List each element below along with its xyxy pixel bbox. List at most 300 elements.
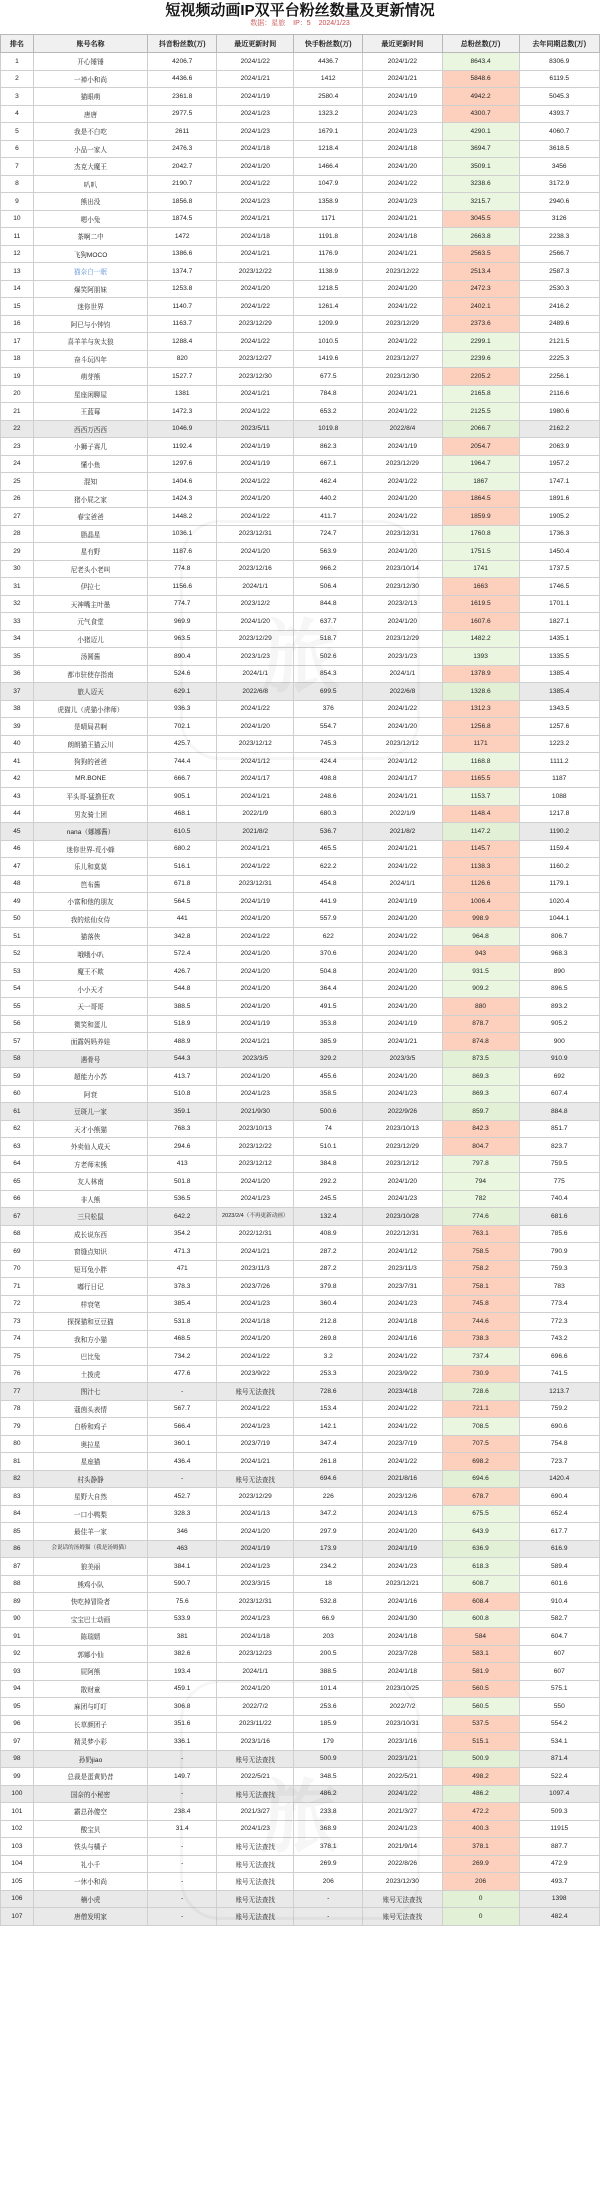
cell-douyin-fans: 533.9 xyxy=(148,1610,217,1628)
cell-kuaishou-fans: 622 xyxy=(294,928,363,946)
cell-rank: 4 xyxy=(1,105,34,123)
cell-rank: 81 xyxy=(1,1453,34,1471)
cell-douyin-fans: 328.3 xyxy=(148,1505,217,1523)
cell-account-name: 是晴局君啊 xyxy=(33,718,147,736)
cell-kuaishou-update: 2023/4/18 xyxy=(363,1383,442,1401)
cell-kuaishou-update: 2024/1/22 xyxy=(363,1418,442,1436)
cell-rank: 92 xyxy=(1,1645,34,1663)
cell-douyin-update: 2024/1/20 xyxy=(217,980,294,998)
cell-total-fans: 1168.8 xyxy=(442,753,519,771)
cell-douyin-fans: 1527.7 xyxy=(148,368,217,386)
cell-total-fans: 1741 xyxy=(442,560,519,578)
cell-douyin-fans: 969.9 xyxy=(148,613,217,631)
cell-douyin-fans: 294.6 xyxy=(148,1138,217,1156)
cell-douyin-update: 2024/1/21 xyxy=(217,385,294,403)
cell-kuaishou-fans: 694.6 xyxy=(294,1470,363,1488)
cell-last-year-total: 582.7 xyxy=(519,1610,599,1628)
cell-douyin-fans: 531.8 xyxy=(148,1313,217,1331)
cell-total-fans: 707.5 xyxy=(442,1435,519,1453)
cell-last-year-total: 8306.9 xyxy=(519,53,599,71)
table-row xyxy=(1,123,600,141)
cell-kuaishou-fans: 142.1 xyxy=(294,1418,363,1436)
cell-kuaishou-fans: 185.9 xyxy=(294,1715,363,1733)
cell-total-fans: 3694.7 xyxy=(442,140,519,158)
cell-account-name: 魔王不欺 xyxy=(33,963,147,981)
cell-douyin-update: 2024/1/22 xyxy=(217,508,294,526)
cell-total-fans: 1006.4 xyxy=(442,893,519,911)
cell-account-name: 唐僧发明家 xyxy=(33,1908,147,1926)
cell-rank: 95 xyxy=(1,1698,34,1716)
cell-total-fans: 5848.6 xyxy=(442,70,519,88)
cell-total-fans: 2472.3 xyxy=(442,280,519,298)
cell-douyin-fans: - xyxy=(148,1383,217,1401)
cell-account-name: 都市驻使存指南 xyxy=(33,665,147,683)
cell-kuaishou-update: 2024/1/21 xyxy=(363,70,442,88)
cell-last-year-total: 607 xyxy=(519,1663,599,1681)
cell-last-year-total: 652.4 xyxy=(519,1505,599,1523)
cell-total-fans: 643.9 xyxy=(442,1523,519,1541)
cell-douyin-update: 2022/1/9 xyxy=(217,805,294,823)
cell-douyin-update: 2024/1/12 xyxy=(217,753,294,771)
cell-kuaishou-update: 2024/1/1 xyxy=(363,665,442,683)
cell-kuaishou-fans: 212.8 xyxy=(294,1313,363,1331)
cell-last-year-total: 1088 xyxy=(519,788,599,806)
cell-douyin-fans: 471 xyxy=(148,1260,217,1278)
cell-account-name: 狼美丽 xyxy=(33,1558,147,1576)
cell-douyin-fans: 385.4 xyxy=(148,1295,217,1313)
table-row xyxy=(1,735,600,753)
cell-kuaishou-fans: 653.2 xyxy=(294,403,363,421)
cell-last-year-total: 871.4 xyxy=(519,1750,599,1768)
cell-account-name: 屁阿熊 xyxy=(33,1663,147,1681)
cell-rank: 56 xyxy=(1,1015,34,1033)
table-row xyxy=(1,333,600,351)
cell-account-name: 喜羊羊与灰太狼 xyxy=(33,333,147,351)
cell-last-year-total: 681.6 xyxy=(519,1208,599,1226)
cell-rank: 48 xyxy=(1,875,34,893)
cell-kuaishou-update: 2021/8/16 xyxy=(363,1470,442,1488)
cell-kuaishou-update: 2023/12/6 xyxy=(363,1488,442,1506)
cell-douyin-fans: 351.6 xyxy=(148,1715,217,1733)
cell-total-fans: 873.5 xyxy=(442,1050,519,1068)
cell-last-year-total: 1044.1 xyxy=(519,910,599,928)
cell-account-name: 哦哦小叭 xyxy=(33,945,147,963)
cell-douyin-update: 2023/3/5 xyxy=(217,1050,294,1068)
cell-kuaishou-update: 2024/1/18 xyxy=(363,228,442,246)
cell-total-fans: 3045.5 xyxy=(442,210,519,228)
cell-douyin-update: 2024/1/20 xyxy=(217,490,294,508)
cell-kuaishou-fans: 502.6 xyxy=(294,648,363,666)
cell-account-name: 郭娜小仙 xyxy=(33,1645,147,1663)
cell-account-name: 狗狗的爸爸 xyxy=(33,753,147,771)
cell-last-year-total: 1159.4 xyxy=(519,840,599,858)
cell-rank: 42 xyxy=(1,770,34,788)
cell-douyin-update: 2023/12/23 xyxy=(217,1645,294,1663)
table-row xyxy=(1,770,600,788)
cell-total-fans: 269.9 xyxy=(442,1855,519,1873)
cell-kuaishou-update: 2024/1/20 xyxy=(363,945,442,963)
cell-kuaishou-fans: 179 xyxy=(294,1733,363,1751)
cell-total-fans: 1138.3 xyxy=(442,858,519,876)
cell-kuaishou-fans: 200.5 xyxy=(294,1645,363,1663)
cell-total-fans: 2663.8 xyxy=(442,228,519,246)
cell-kuaishou-update: 2024/1/20 xyxy=(363,998,442,1016)
cell-rank: 10 xyxy=(1,210,34,228)
cell-douyin-fans: 468.1 xyxy=(148,805,217,823)
cell-total-fans: 859.7 xyxy=(442,1103,519,1121)
cell-kuaishou-fans: 784.8 xyxy=(294,385,363,403)
cell-douyin-update: 账号无法查找 xyxy=(217,1838,294,1856)
cell-kuaishou-update: 2024/1/20 xyxy=(363,718,442,736)
cell-douyin-update: 2023/2/4（不再更新动画） xyxy=(217,1208,294,1226)
cell-last-year-total: 1335.5 xyxy=(519,648,599,666)
cell-total-fans: 1145.7 xyxy=(442,840,519,858)
cell-rank: 104 xyxy=(1,1855,34,1873)
cell-total-fans: 3509.1 xyxy=(442,158,519,176)
cell-total-fans: 2165.8 xyxy=(442,385,519,403)
cell-kuaishou-fans: 699.5 xyxy=(294,683,363,701)
cell-account-name: 我是不白吃 xyxy=(33,123,147,141)
table-row xyxy=(1,1330,600,1348)
cell-total-fans: 4942.2 xyxy=(442,88,519,106)
table-row xyxy=(1,438,600,456)
cell-last-year-total: 1737.5 xyxy=(519,560,599,578)
cell-kuaishou-fans: 379.8 xyxy=(294,1278,363,1296)
cell-account-name: 礼小千 xyxy=(33,1855,147,1873)
cell-rank: 13 xyxy=(1,263,34,281)
cell-kuaishou-update: 2023/9/22 xyxy=(363,1365,442,1383)
cell-rank: 77 xyxy=(1,1383,34,1401)
cell-total-fans: 1328.6 xyxy=(442,683,519,701)
col-total-fans-header: 总粉丝数(万) xyxy=(442,35,519,53)
cell-douyin-update: 2023/12/31 xyxy=(217,875,294,893)
cell-douyin-update: 2024/1/20 xyxy=(217,998,294,1016)
cell-douyin-update: 2024/1/21 xyxy=(217,70,294,88)
col-account-header: 账号名称 xyxy=(33,35,147,53)
cell-douyin-update: 2023/12/29 xyxy=(217,1488,294,1506)
cell-kuaishou-update: 2024/1/19 xyxy=(363,893,442,911)
cell-account-name: 飞狗MOCO xyxy=(33,245,147,263)
cell-last-year-total: 4393.7 xyxy=(519,105,599,123)
cell-rank: 94 xyxy=(1,1680,34,1698)
cell-total-fans: 869.3 xyxy=(442,1085,519,1103)
cell-kuaishou-fans: 1191.8 xyxy=(294,228,363,246)
cell-last-year-total: 589.4 xyxy=(519,1558,599,1576)
cell-account-name: 样衰笔 xyxy=(33,1295,147,1313)
cell-douyin-update: 2022/7/2 xyxy=(217,1698,294,1716)
table-row xyxy=(1,1575,600,1593)
cell-last-year-total: 1223.2 xyxy=(519,735,599,753)
cell-kuaishou-update: 2024/1/23 xyxy=(363,123,442,141)
cell-account-name: 天一哥哥 xyxy=(33,998,147,1016)
cell-total-fans: 4290.1 xyxy=(442,123,519,141)
cell-rank: 100 xyxy=(1,1785,34,1803)
cell-douyin-update: 2023/12/31 xyxy=(217,525,294,543)
cell-rank: 66 xyxy=(1,1190,34,1208)
cell-rank: 107 xyxy=(1,1908,34,1926)
col-douyin-fans-header: 抖音粉丝数(万) xyxy=(148,35,217,53)
cell-account-name: 豆斑儿一家 xyxy=(33,1103,147,1121)
table-row xyxy=(1,1103,600,1121)
cell-last-year-total: 1385.4 xyxy=(519,665,599,683)
cell-rank: 83 xyxy=(1,1488,34,1506)
cell-kuaishou-update: 2024/1/20 xyxy=(363,490,442,508)
cell-douyin-update: 2021/3/27 xyxy=(217,1803,294,1821)
cell-last-year-total: 607.4 xyxy=(519,1085,599,1103)
cell-douyin-fans: 905.1 xyxy=(148,788,217,806)
cell-kuaishou-update: 2024/1/20 xyxy=(363,613,442,631)
cell-kuaishou-update: 2024/1/19 xyxy=(363,88,442,106)
cell-total-fans: 1393 xyxy=(442,648,519,666)
cell-douyin-fans: 426.7 xyxy=(148,963,217,981)
cell-kuaishou-fans: 966.2 xyxy=(294,560,363,578)
cell-douyin-fans: 629.1 xyxy=(148,683,217,701)
cell-kuaishou-update: 2024/1/21 xyxy=(363,245,442,263)
cell-total-fans: 581.9 xyxy=(442,1663,519,1681)
cell-account-name: 唐唐 xyxy=(33,105,147,123)
cell-total-fans: 804.7 xyxy=(442,1138,519,1156)
table-row xyxy=(1,1365,600,1383)
cell-douyin-fans: 1424.3 xyxy=(148,490,217,508)
cell-rank: 73 xyxy=(1,1313,34,1331)
cell-total-fans: 537.5 xyxy=(442,1715,519,1733)
cell-total-fans: 560.5 xyxy=(442,1698,519,1716)
cell-douyin-fans: 671.8 xyxy=(148,875,217,893)
cell-douyin-fans: 2190.7 xyxy=(148,175,217,193)
cell-total-fans: 931.5 xyxy=(442,963,519,981)
cell-kuaishou-fans: - xyxy=(294,1908,363,1926)
cell-douyin-update: 2024/1/18 xyxy=(217,228,294,246)
cell-kuaishou-update: 2024/1/18 xyxy=(363,1628,442,1646)
cell-rank: 63 xyxy=(1,1138,34,1156)
cell-douyin-update: 2024/1/20 xyxy=(217,613,294,631)
table-row xyxy=(1,560,600,578)
cell-rank: 67 xyxy=(1,1208,34,1226)
cell-kuaishou-fans: 269.9 xyxy=(294,1855,363,1873)
cell-douyin-fans: 382.6 xyxy=(148,1645,217,1663)
cell-douyin-fans: 413.7 xyxy=(148,1068,217,1086)
cell-rank: 11 xyxy=(1,228,34,246)
cell-douyin-fans: - xyxy=(148,1750,217,1768)
cell-account-name: 迷你世界-荒小蜂 xyxy=(33,840,147,858)
cell-kuaishou-update: 2024/1/20 xyxy=(363,280,442,298)
cell-account-name: 麻团与叮叮 xyxy=(33,1698,147,1716)
cell-douyin-fans: 768.3 xyxy=(148,1120,217,1138)
cell-kuaishou-fans: 506.4 xyxy=(294,578,363,596)
cell-account-name: 奥拉星 xyxy=(33,1435,147,1453)
cell-account-name: 星座闲聊屋 xyxy=(33,385,147,403)
cell-total-fans: 738.3 xyxy=(442,1330,519,1348)
cell-kuaishou-update: 2024/1/20 xyxy=(363,1068,442,1086)
cell-kuaishou-fans: 206 xyxy=(294,1873,363,1891)
cell-rank: 70 xyxy=(1,1260,34,1278)
cell-douyin-update: 2024/1/13 xyxy=(217,1505,294,1523)
cell-douyin-update: 2024/1/22 xyxy=(217,333,294,351)
cell-last-year-total: 617.7 xyxy=(519,1523,599,1541)
cell-kuaishou-fans: 1209.9 xyxy=(294,315,363,333)
cell-total-fans: 998.9 xyxy=(442,910,519,928)
cell-kuaishou-update: 2024/1/23 xyxy=(363,1295,442,1313)
cell-douyin-fans: 359.1 xyxy=(148,1103,217,1121)
cell-kuaishou-update: 2023/10/14 xyxy=(363,560,442,578)
cell-kuaishou-fans: 1218.5 xyxy=(294,280,363,298)
cell-account-name: 杰克大魔王 xyxy=(33,158,147,176)
cell-account-name: 小猪迈儿 xyxy=(33,630,147,648)
cell-total-fans: 378.1 xyxy=(442,1838,519,1856)
cell-total-fans: 486.2 xyxy=(442,1785,519,1803)
col-kuaishou-fans-header: 快手粉丝数(万) xyxy=(294,35,363,53)
cell-last-year-total: 696.6 xyxy=(519,1348,599,1366)
cell-last-year-total: 1343.5 xyxy=(519,700,599,718)
cell-kuaishou-update: 2023/10/28 xyxy=(363,1208,442,1226)
table-row xyxy=(1,543,600,561)
cell-account-name: 虎猫儿（虎猫小律师） xyxy=(33,700,147,718)
cell-douyin-update: 2024/1/19 xyxy=(217,438,294,456)
cell-kuaishou-fans: 1419.6 xyxy=(294,350,363,368)
cell-last-year-total: 2489.6 xyxy=(519,315,599,333)
cell-rank: 76 xyxy=(1,1365,34,1383)
cell-douyin-fans: 381 xyxy=(148,1628,217,1646)
cell-total-fans: 797.8 xyxy=(442,1155,519,1173)
cell-kuaishou-fans: 261.8 xyxy=(294,1453,363,1471)
cell-total-fans: 600.8 xyxy=(442,1610,519,1628)
cell-account-name: 奋斗玩四年 xyxy=(33,350,147,368)
cell-last-year-total: 1179.1 xyxy=(519,875,599,893)
cell-kuaishou-fans: 680.3 xyxy=(294,805,363,823)
cell-kuaishou-fans: 518.7 xyxy=(294,630,363,648)
cell-account-name: 楠小虎 xyxy=(33,1890,147,1908)
cell-rank: 1 xyxy=(1,53,34,71)
cell-kuaishou-fans: 269.8 xyxy=(294,1330,363,1348)
cell-last-year-total: 772.3 xyxy=(519,1313,599,1331)
cell-douyin-fans: - xyxy=(148,1470,217,1488)
title-block xyxy=(0,0,600,34)
cell-rank: 39 xyxy=(1,718,34,736)
table-row xyxy=(1,1628,600,1646)
cell-last-year-total: 890 xyxy=(519,963,599,981)
cell-kuaishou-update: 2024/1/20 xyxy=(363,980,442,998)
table-row xyxy=(1,665,600,683)
cell-kuaishou-update: 2024/1/23 xyxy=(363,1190,442,1208)
cell-rank: 21 xyxy=(1,403,34,421)
cell-total-fans: 1964.7 xyxy=(442,455,519,473)
cell-douyin-update: 账号无法查找 xyxy=(217,1873,294,1891)
table-row xyxy=(1,1120,600,1138)
cell-douyin-fans: 936.3 xyxy=(148,700,217,718)
table-row xyxy=(1,315,600,333)
cell-douyin-update: 2024/1/19 xyxy=(217,893,294,911)
cell-douyin-fans: 610.5 xyxy=(148,823,217,841)
cell-account-name: 小狮子赛几 xyxy=(33,438,147,456)
cell-kuaishou-update: 2023/12/30 xyxy=(363,368,442,386)
cell-douyin-update: 2024/1/23 xyxy=(217,1558,294,1576)
cell-rank: 79 xyxy=(1,1418,34,1436)
cell-douyin-fans: 890.4 xyxy=(148,648,217,666)
cell-last-year-total: 2063.9 xyxy=(519,438,599,456)
cell-account-name: 懂小鱼 xyxy=(33,455,147,473)
cell-rank: 46 xyxy=(1,840,34,858)
cell-kuaishou-update: 2024/1/23 xyxy=(363,105,442,123)
cell-kuaishou-update: 2024/1/22 xyxy=(363,508,442,526)
cell-kuaishou-update: 2024/1/22 xyxy=(363,175,442,193)
cell-douyin-update: 2024/1/21 xyxy=(217,1243,294,1261)
cell-douyin-fans: 1156.6 xyxy=(148,578,217,596)
table-row xyxy=(1,700,600,718)
cell-douyin-fans: 510.8 xyxy=(148,1085,217,1103)
table-row xyxy=(1,1050,600,1068)
cell-rank: 14 xyxy=(1,280,34,298)
cell-douyin-fans: 1163.7 xyxy=(148,315,217,333)
cell-kuaishou-fans: 1358.9 xyxy=(294,193,363,211)
cell-douyin-update: 2024/1/19 xyxy=(217,88,294,106)
cell-total-fans: 1751.5 xyxy=(442,543,519,561)
cell-douyin-update: 2023/12/29 xyxy=(217,315,294,333)
cell-rank: 6 xyxy=(1,140,34,158)
cell-total-fans: 1312.3 xyxy=(442,700,519,718)
cell-last-year-total: 1435.1 xyxy=(519,630,599,648)
cell-last-year-total: 2416.2 xyxy=(519,298,599,316)
table-row xyxy=(1,228,600,246)
cell-douyin-fans: - xyxy=(148,1873,217,1891)
cell-account-name: 面露妈妈养娃 xyxy=(33,1033,147,1051)
cell-douyin-update: 2024/1/23 xyxy=(217,105,294,123)
cell-douyin-update: 2024/1/20 xyxy=(217,718,294,736)
cell-douyin-fans: 2977.5 xyxy=(148,105,217,123)
cell-douyin-update: 2023/12/22 xyxy=(217,1138,294,1156)
table-row xyxy=(1,1400,600,1418)
cell-kuaishou-fans: 440.2 xyxy=(294,490,363,508)
cell-rank: 89 xyxy=(1,1593,34,1611)
cell-kuaishou-update: 2024/1/12 xyxy=(363,1243,442,1261)
cell-kuaishou-update: 2024/1/22 xyxy=(363,1400,442,1418)
cell-kuaishou-fans: 728.6 xyxy=(294,1383,363,1401)
cell-last-year-total: 759.5 xyxy=(519,1155,599,1173)
cell-rank: 58 xyxy=(1,1050,34,1068)
cell-account-name: 小品一家人 xyxy=(33,140,147,158)
cell-account-name: 短耳兔小胖 xyxy=(33,1260,147,1278)
cell-kuaishou-update: 2022/12/31 xyxy=(363,1225,442,1243)
cell-kuaishou-update: 2024/1/21 xyxy=(363,210,442,228)
table-row xyxy=(1,70,600,88)
cell-total-fans: 8643.4 xyxy=(442,53,519,71)
table-row xyxy=(1,1453,600,1471)
cell-account-name: 迷你世界 xyxy=(33,298,147,316)
cell-last-year-total: 1160.2 xyxy=(519,858,599,876)
cell-total-fans: 1126.6 xyxy=(442,875,519,893)
cell-total-fans: 1859.9 xyxy=(442,508,519,526)
cell-kuaishou-fans: 637.7 xyxy=(294,613,363,631)
cell-total-fans: 943 xyxy=(442,945,519,963)
cell-rank: 7 xyxy=(1,158,34,176)
cell-douyin-fans: 149.7 xyxy=(148,1768,217,1786)
cell-kuaishou-update: 2024/1/22 xyxy=(363,403,442,421)
cell-kuaishou-update: 2023/1/21 xyxy=(363,1750,442,1768)
cell-kuaishou-fans: 66.9 xyxy=(294,1610,363,1628)
cell-douyin-fans: 452.7 xyxy=(148,1488,217,1506)
cell-kuaishou-fans: 1679.1 xyxy=(294,123,363,141)
cell-douyin-update: 2024/1/21 xyxy=(217,1033,294,1051)
cell-account-name: 天神嘴主叶墨 xyxy=(33,595,147,613)
cell-last-year-total: 2116.6 xyxy=(519,385,599,403)
table-row xyxy=(1,280,600,298)
cell-total-fans: 1147.2 xyxy=(442,823,519,841)
cell-last-year-total: 783 xyxy=(519,1278,599,1296)
cell-kuaishou-fans: 455.6 xyxy=(294,1068,363,1086)
cell-kuaishou-update: 2023/1/23 xyxy=(363,648,442,666)
cell-last-year-total: 759.3 xyxy=(519,1260,599,1278)
cell-douyin-fans: 459.1 xyxy=(148,1680,217,1698)
cell-account-name: 探探猫和豆豆猫 xyxy=(33,1313,147,1331)
